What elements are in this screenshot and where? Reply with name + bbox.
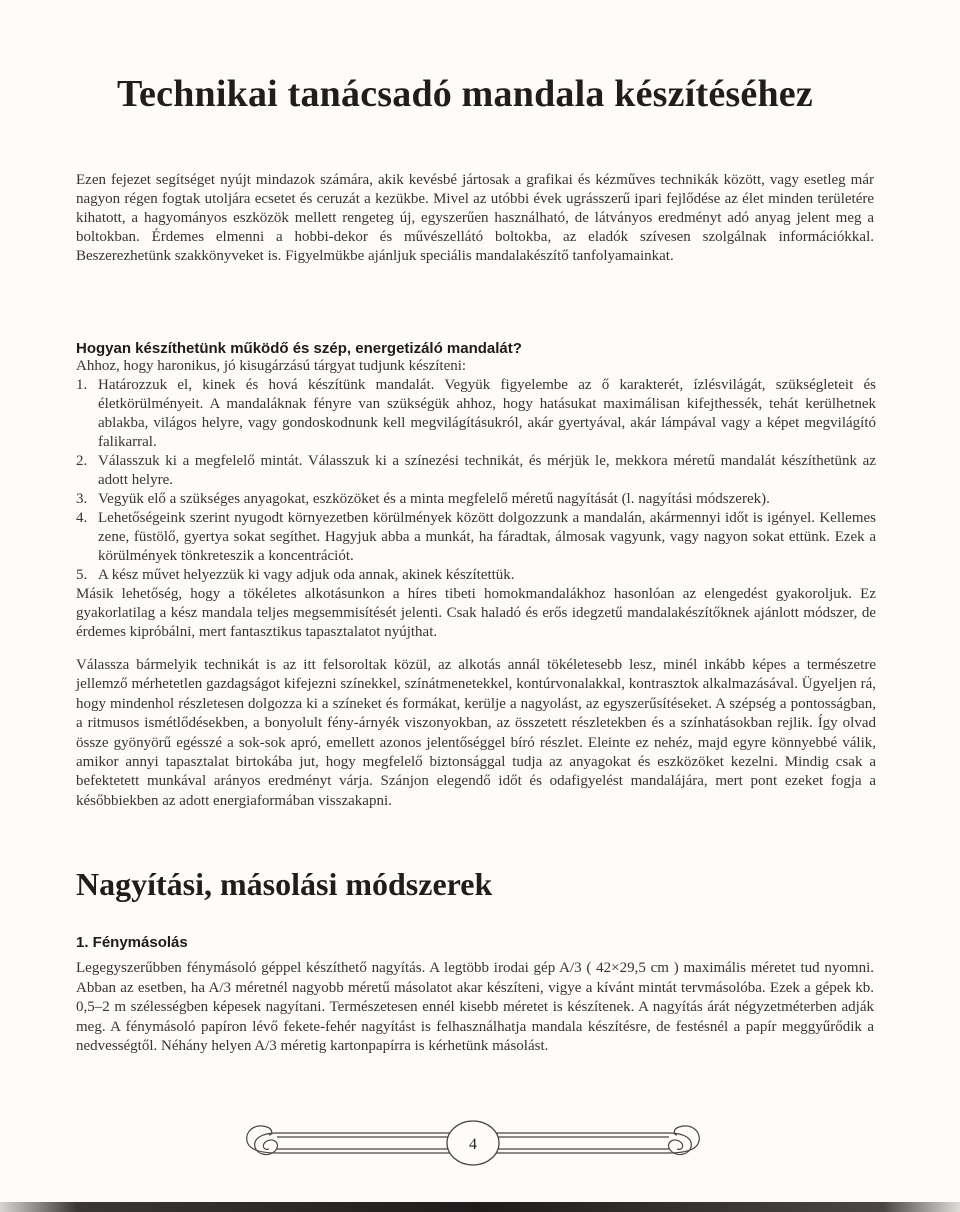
- step-number: 1.: [76, 377, 88, 393]
- subsection-heading: 1. Fénymásolás: [76, 934, 188, 951]
- scan-edge: [0, 1202, 960, 1212]
- step-number: 3.: [76, 491, 88, 507]
- steps-list: [76, 376, 876, 585]
- list-item: [76, 452, 876, 490]
- technique-paragraph: Válassza bármelyik technikát is az itt felsoroltak közül, az alkotás annál tökéletesebb lesz, minél inkább képes a természetre jellemző mérhetetlen gazdagságot kifejezni színekkel, színátmenetekkel, kontúrvonalakkal, kontrasztok alkalmazásával. Ügyeljen rá, hogy mindenhol részletesen dolgozza ki a színeket és formákat, kerülje a nagyolást, az egyszerűsítéseket. A szépség a pontosságban, a ritmusos ismétlődésekben, a bonyolult fény-árnyék viszonyokban, az összetett részletekben és a színhatásokban rejlik. Így olvad össze gyönyörű egésszé a sok-sok apró, emellett azonos jelentőséggel bíró részlet. Eleinte ez nehéz, majd egyre könnyebbé válik, amikor annyi tapasztalat birtokába jut, hogy megfelelő biztonsággal tudja az anyagokat és eszközöket kezelni. Mindig csak a befektetett munkával arányos eredményt várja. Szánjon elegendő időt és odafigyelést mandalájára, mert pont ezeket fogja a későbbiekben az adott energiaformában visszakapni.: [76, 657, 876, 809]
- section-closing: Másik lehetőség, hogy a tökéletes alkotásunkon a híres tibeti homokmandalákhoz hasonlóan az elengedést gyakoroljuk. Ez gyakorlatilag a kész mandala teljes megsemmisítését jelenti. Csak haladó és erős idegzetű mandalakészítőknek ajánlott módszer, de érdemes kipróbálni, mert fantasztikus tapasztalatot nyújthat.: [76, 586, 876, 640]
- section-heading: Hogyan készíthetünk működő és szép, energetizáló mandalát?: [76, 340, 522, 357]
- page-number-ornament: [243, 1117, 703, 1169]
- step-number: 5.: [76, 567, 88, 583]
- list-item: [76, 509, 876, 566]
- section-photocopy: [76, 934, 874, 1057]
- step-text: Lehetőségeink szerint nyugodt környezetben körülmények között dolgozzunk a mandalán, akármennyi időt is igényel. Kellemes zene, füstölő, gyertya sokat segíthet. Hagyjuk abba a munkát, ha fáradtak, álmosak vagyunk, vagy nagyon sokat ettünk. Ezek a körülmények tönkreteszik a koncentrációt.: [98, 510, 876, 564]
- section-title: Nagyítási, másolási módszerek: [76, 866, 493, 902]
- step-number: 4.: [76, 510, 88, 526]
- step-text: Vegyük elő a szükséges anyagokat, eszközöket és a minta megfelelő méretű nagyítását (l. nagyítási módszerek).: [98, 491, 770, 507]
- step-number: 2.: [76, 453, 88, 469]
- list-item: [76, 490, 876, 509]
- list-item: [76, 566, 876, 585]
- page-number: 4: [469, 1136, 477, 1153]
- step-text: Határozzuk el, kinek és hová készítünk mandalát. Vegyük figyelembe az ő karakterét, ízlésvilágát, szükségleteit és életkörülményeit. A mandaláknak fényre van szükségük ahhoz, hogy hatásukat maximálisan kifejthessék, tehát kerülhetnek ablakba, világos helyre, vagy gondoskodnunk kell megvilágításukról, akár gyertyával, akár lámpával vagy a képet megvilágító falikarral.: [98, 377, 876, 450]
- intro-paragraph: Ezen fejezet segítséget nyújt mindazok számára, akik kevésbé jártosak a grafikai és kézműves technikák között, vagy esetleg már nagyon régen fogtak utoljára ecsetet és ceruzát a kezükbe. Mivel az utóbbi évek ugrásszerű ipari fejlődése az élet minden területére kihatott, a hagyományos eszközök mellett rengeteg új, egyszerűen használható, de látványos eredményt adó anyag jelent meg a boltokban. Érdemes elmenni a hobbi-dekor és művészellátó boltokba, az eladók szívesen szolgálnak információkkal. Beszerezhetünk szakkönyveket is. Figyelmükbe ajánljuk speciális mandalakészítő tanfolyamainkat.: [76, 172, 874, 264]
- section-lead: Ahhoz, hogy haronikus, jó kisugárzású tárgyat tudjunk készíteni:: [76, 358, 467, 374]
- page-title: Technikai tanácsadó mandala készítéséhez: [117, 73, 813, 115]
- step-text: Válasszuk ki a megfelelő mintát. Válasszuk ki a színezési technikát, és mérjük le, mekkora méretű mandalát készíthetünk az adott helyre.: [98, 453, 876, 488]
- subsection-text: Legegyszerűbben fénymásoló géppel készíthető nagyítás. A legtöbb irodai gép A/3 ( 42×29,5 cm ) maximális méretet tud nyomni. Abban az esetben, ha A/3 méretnél nagyobb méretű másolatot akar készíteni, vigye a kívánt mintát tervmásolóba. Ezek a gépek kb. 0,5–2 m szélességben képesek nagyítani. Természetesen ennél kisebb méretet is készítenek. A nagyítás árát négyzetméterben adják meg. A fénymásoló papíron lévő fekete-fehér nagyítást is felhasználhatja mandala készítésre, de festésnél a papír meggyűrődik a nedvességtől. Néhány helyen A/3 méretig kartonpapírra is kérhetünk másolást.: [76, 960, 874, 1055]
- step-text: A kész művet helyezzük ki vagy adjuk oda annak, akinek készítettük.: [98, 567, 515, 583]
- list-item: [76, 376, 876, 452]
- section-how-to: [76, 340, 876, 642]
